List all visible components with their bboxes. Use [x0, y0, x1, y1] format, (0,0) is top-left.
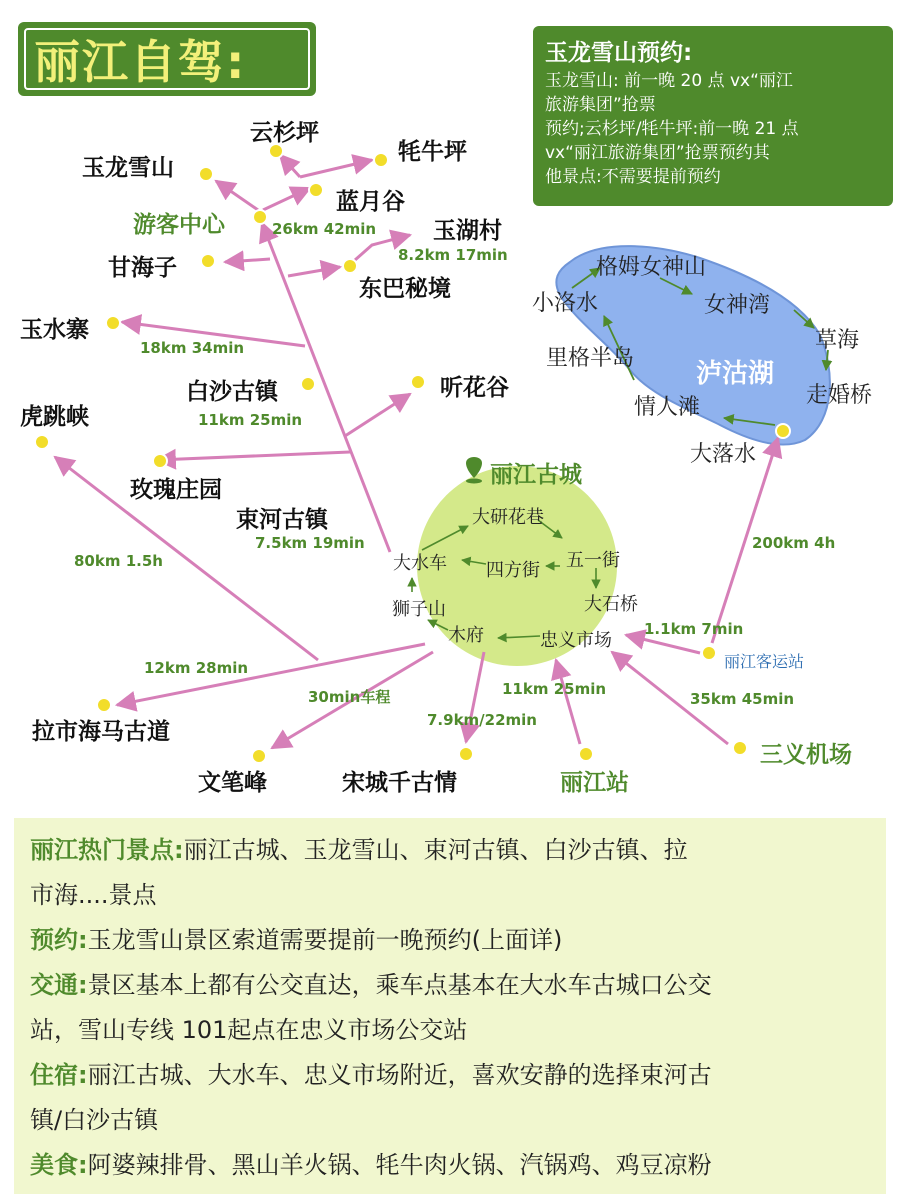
- tips-row-cont: 市海....景点: [30, 881, 157, 909]
- place-baishaguzhen: 白沙古镇: [186, 379, 278, 405]
- tips-row-cont: 站，雪山专线 101起点在忠义市场公交站: [30, 1016, 468, 1044]
- place-youkezhongxin: 游客中心: [133, 212, 225, 238]
- place-yushuizhai: 玉水寨: [20, 317, 89, 343]
- distance-label: 11km 25min: [502, 680, 607, 698]
- distance-label: 7.9km/22min: [427, 711, 537, 729]
- oldtown-mufu: 木府: [448, 625, 484, 646]
- map-dot: [411, 375, 425, 389]
- distance-label: 18km 34min: [140, 339, 245, 357]
- distance-label: 80km 1.5h: [74, 552, 163, 570]
- map-dot: [97, 698, 111, 712]
- place-lanyuegu: 蓝月谷: [336, 189, 405, 215]
- info-line: 旅游集团”抢票: [545, 95, 656, 115]
- info-line: 预约;云杉坪/牦牛坪:前一晚 21 点: [545, 119, 799, 139]
- place-keyunzhan: 丽江客运站: [724, 652, 805, 671]
- info-line: vx“丽江旅游集团”抢票预约其: [545, 143, 770, 163]
- map-dot: [253, 210, 267, 224]
- place-lashihai: 拉市海马古道: [32, 719, 170, 745]
- distance-label: 200km 4h: [752, 534, 836, 552]
- tips-key: 丽江热门景点:: [30, 836, 184, 864]
- map-dot: [343, 259, 357, 273]
- place-maoniuping: 牦牛坪: [398, 139, 467, 165]
- lake-zouhunqiao: 走婚桥: [806, 383, 873, 408]
- map-dot: [106, 316, 120, 330]
- lake-qingrentan: 情人滩: [634, 395, 701, 420]
- oldtown-zhongyishichang: 忠义市场: [540, 630, 612, 651]
- tips-text: 丽江古城、玉龙雪山、束河古镇、白沙古镇、拉: [183, 836, 688, 864]
- lake-caohai: 草海: [815, 328, 860, 353]
- map-dot: [579, 747, 593, 761]
- page-title: 丽江自驾:: [24, 28, 310, 90]
- info-title: 玉龙雪山预约:: [545, 40, 693, 66]
- lake-ligebandao: 里格半岛: [546, 346, 635, 371]
- lake-daluoshui: 大落水: [690, 442, 757, 467]
- tips-text: 玉龙雪山景区索道需要提前一晚预约(上面详): [87, 926, 563, 954]
- map-dot: [776, 424, 790, 438]
- map-dot: [153, 454, 167, 468]
- place-shuheguzhen: 束河古镇: [236, 507, 328, 533]
- place-sanyijichang: 三义机场: [760, 742, 852, 768]
- info-line: 玉龙雪山: 前一晚 20 点 vx“丽江: [545, 71, 793, 91]
- map-dot: [35, 435, 49, 449]
- info-line: 他景点:不需要提前预约: [545, 167, 721, 187]
- distance-label: 8.2km 17min: [398, 246, 508, 264]
- map-dot: [252, 749, 266, 763]
- lake-name: 泸沽湖: [696, 359, 775, 389]
- lake-gemu: 格姆女神山: [596, 255, 707, 280]
- tips-key: 美食:: [30, 1151, 88, 1179]
- oldtown-dashiqiao: 大石桥: [584, 594, 638, 615]
- place-lijiangzhan: 丽江站: [560, 770, 629, 796]
- tips-text: 阿婆辣排骨、黑山羊火锅、牦牛肉火锅、汽锅鸡、鸡豆凉粉: [87, 1151, 712, 1179]
- map-dot: [702, 646, 716, 660]
- tips-row-cont: 镇/白沙古镇: [30, 1106, 159, 1134]
- oldtown-shizishan: 狮子山: [392, 599, 446, 620]
- oldtown-dashuiche: 大水车: [393, 553, 447, 574]
- place-songcheng: 宋城千古情: [342, 770, 457, 796]
- place-yunshanping: 云杉坪: [250, 120, 319, 146]
- lake-nvshenwan: 女神湾: [704, 293, 771, 318]
- tips-row: [30, 828, 870, 873]
- place-lijiangguchen: 丽江古城: [490, 462, 582, 488]
- tips-key: 住宿:: [30, 1061, 88, 1089]
- map-dot: [301, 377, 315, 391]
- map-dot: [733, 741, 747, 755]
- distance-label: 1.1km 7min: [644, 620, 744, 638]
- oldtown-wuyijie: 五一街: [566, 550, 620, 571]
- map-dot: [201, 254, 215, 268]
- tips-text: 景区基本上都有公交直达，乘车点基本在大水车古城口公交: [87, 971, 712, 999]
- place-dongbamijing: 东巴秘境: [359, 276, 451, 302]
- map-dot: [309, 183, 323, 197]
- place-hutiaoxia: 虎跳峡: [20, 404, 89, 430]
- oldtown-sifangjie: 四方街: [486, 560, 540, 581]
- lake-xiaoluoshui: 小洛水: [532, 291, 599, 316]
- tips-row: [30, 963, 870, 1008]
- tips-row: [30, 1143, 870, 1188]
- tips-key: 交通:: [30, 971, 88, 999]
- tips-text: 丽江古城、大水车、忠义市场附近，喜欢安静的选择束河古: [87, 1061, 712, 1089]
- oldtown-dayanhuaxiang: 大研花巷: [472, 507, 544, 528]
- distance-label: 12km 28min: [144, 659, 249, 677]
- place-yuhucun: 玉湖村: [433, 218, 502, 244]
- distance-label: 11km 25min: [198, 411, 303, 429]
- map-dot: [459, 747, 473, 761]
- distance-label: 26km 42min: [272, 220, 377, 238]
- map-dot: [199, 167, 213, 181]
- map-dot: [374, 153, 388, 167]
- distance-label: 35km 45min: [690, 690, 795, 708]
- tips-row: [30, 1053, 870, 1098]
- distance-label: 30min车程: [308, 688, 391, 706]
- place-ganhaizi: 甘海子: [108, 255, 177, 281]
- tips-key: 预约:: [30, 926, 88, 954]
- tips-row: [30, 918, 870, 963]
- place-tinghuagu: 听花谷: [440, 375, 509, 401]
- place-meiguizhuangyuan: 玫瑰庄园: [130, 477, 222, 503]
- distance-label: 7.5km 19min: [255, 534, 365, 552]
- place-yulongxueshan: 玉龙雪山: [82, 155, 174, 181]
- place-wenbifeng: 文笔峰: [198, 770, 267, 796]
- tips-panel: [14, 818, 886, 1194]
